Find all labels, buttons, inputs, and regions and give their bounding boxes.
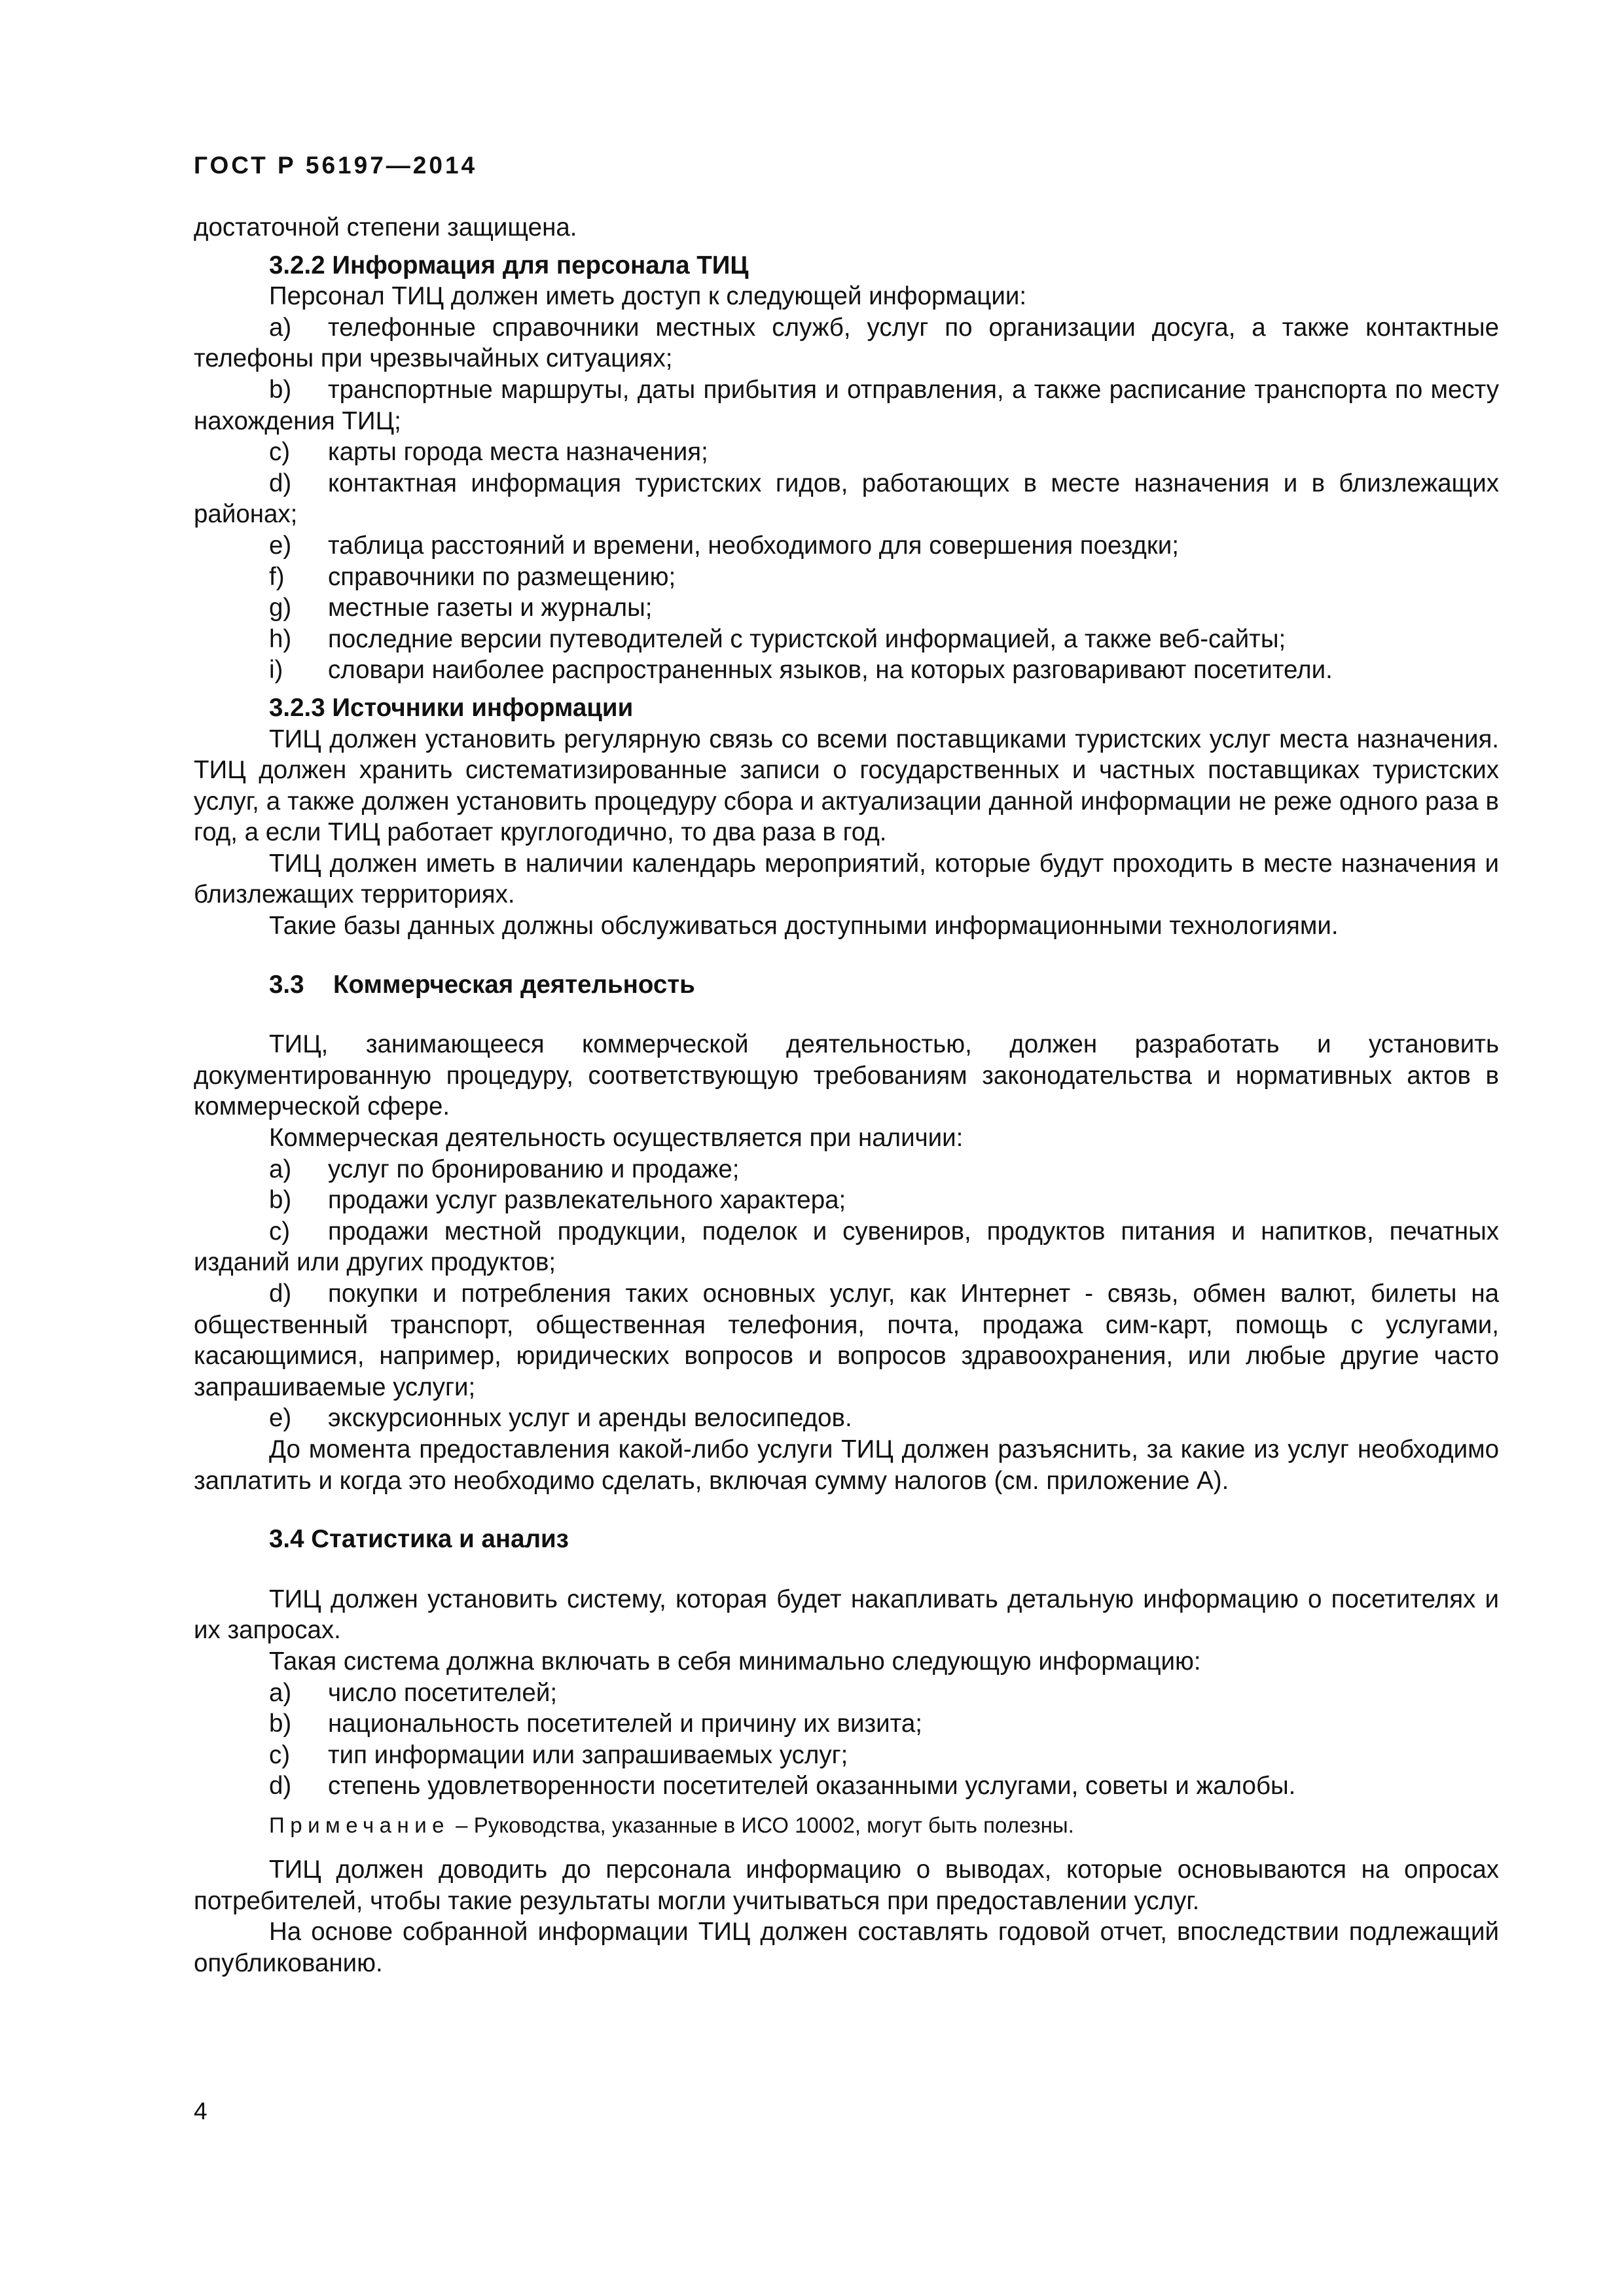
paragraph: ТИЦ должен доводить до персонала информацию о выводах, которые основываются на опросах потребителей, чтобы такие результаты могли учитываться при предоставлении услуг. [194, 1855, 1499, 1915]
section-3-2-3-title: 3.2.3 Источники информации [269, 693, 634, 722]
list-item: a) телефонные справочники местных служб, услуг по организации досуга, а также контактные телефоны при чрезвычайных ситуациях; [194, 313, 1499, 373]
paragraph: ТИЦ должен иметь в наличии календарь мероприятий, которые будут проходить в месте назначения и близлежащих территориях. [194, 849, 1499, 909]
paragraph: ТИЦ, занимающееся коммерческой деятельностью, должен разработать и установить документированную процедуру, соответствующую требованиям законодательства и нормативных актов в коммерческой сфере. [194, 1030, 1499, 1121]
paragraph: До момента предоставления какой-либо услуги ТИЦ должен разъяснить, за какие из услуг необходимо заплатить и когда это необходимо сделать, включая сумму налогов (см. приложение А). [194, 1435, 1499, 1495]
list-item: a) число посетителей; [269, 1678, 558, 1707]
section-3-3-title: 3.3 Коммерческая деятельность [269, 970, 695, 999]
list-item: i) словари наиболее распространенных языков, на которых разговаривают посетители. [269, 656, 1333, 685]
note-label: Примечание [269, 1812, 450, 1837]
list-item: b) продажи услуг развлекательного характера; [269, 1186, 846, 1215]
list-item: b) национальность посетителей и причину их визита; [269, 1710, 922, 1738]
list-item: a) услуг по бронированию и продаже; [269, 1155, 740, 1183]
list-item: e) экскурсионных услуг и аренды велосипедов. [269, 1404, 852, 1433]
section-3-4-lead: Такая система должна включать в себя минимально следующую информацию: [269, 1647, 1201, 1676]
section-3-4-title: 3.4 Статистика и анализ [269, 1525, 569, 1554]
note [194, 1811, 1499, 1840]
page-number: 4 [194, 2098, 208, 2125]
section-3-3-lead: Коммерческая деятельность осуществляется при наличии: [269, 1124, 964, 1153]
list-item: d) контактная информация туристских гидов, работающих в месте назначения и в близлежащих районах; [194, 469, 1499, 529]
list-item: c) карты города места назначения; [269, 438, 708, 467]
paragraph: ТИЦ должен установить систему, которая будет накапливать детальную информацию о посетителях и их запросах. [194, 1585, 1499, 1645]
intro-paragraph: достаточной степени защищена. [194, 213, 577, 242]
section-3-2-2-lead: Персонал ТИЦ должен иметь доступ к следующей информации: [269, 282, 1027, 311]
list-item: d) степень удовлетворенности посетителей оказанными услугами, советы и жалобы. [269, 1772, 1296, 1801]
section-3-2-2-title: 3.2.2 Информация для персонала ТИЦ [269, 251, 749, 279]
list-item: g) местные газеты и журналы; [269, 594, 653, 622]
paragraph: Такие базы данных должны обслуживаться доступными информационными технологиями. [269, 912, 1339, 941]
paragraph: На основе собранной информации ТИЦ должен составлять годовой отчет, впоследствии подлежащий опубликованию. [194, 1918, 1499, 1977]
list-item: c) тип информации или запрашиваемых услуг; [269, 1740, 848, 1769]
document-header: ГОСТ Р 56197—2014 [194, 152, 478, 179]
list-item: c) продажи местной продукции, поделок и сувениров, продуктов питания и напитков, печатных изданий или других продуктов; [194, 1217, 1499, 1277]
list-item: f) справочники по размещению; [269, 562, 676, 591]
list-item: b) транспортные маршруты, даты прибытия и отправления, а также расписание транспорта по месту нахождения ТИЦ; [194, 375, 1499, 435]
list-item: d) покупки и потребления таких основных услуг, как Интернет - связь, обмен валют, билеты на общественный транспорт, общественная телефония, почта, продажа сим-карт, помощь с услугами, касающимися, например, юридических вопросов и вопросов здравоохранения, или любые другие часто запрашиваемые услуги; [194, 1280, 1499, 1401]
list-item: e) таблица расстояний и времени, необходимого для совершения поездки; [269, 531, 1179, 560]
list-item: h) последние версии путеводителей с туристской информацией, а также веб-сайты; [269, 624, 1286, 653]
paragraph: ТИЦ должен установить регулярную связь со всеми поставщиками туристских услуг места назначения. ТИЦ должен хранить систематизированные записи о государственных и частных поставщиках туристских услуг, а также должен установить процедуру сбора и актуализации данной информации не реже одного раза в год, а если ТИЦ работает круглогодично, то два раза в год. [194, 725, 1499, 847]
document-body [194, 212, 1499, 1979]
document-page [194, 152, 1499, 1979]
note-text: – Руководства, указанные в ИСО 10002, могут быть полезны. [450, 1812, 1074, 1837]
